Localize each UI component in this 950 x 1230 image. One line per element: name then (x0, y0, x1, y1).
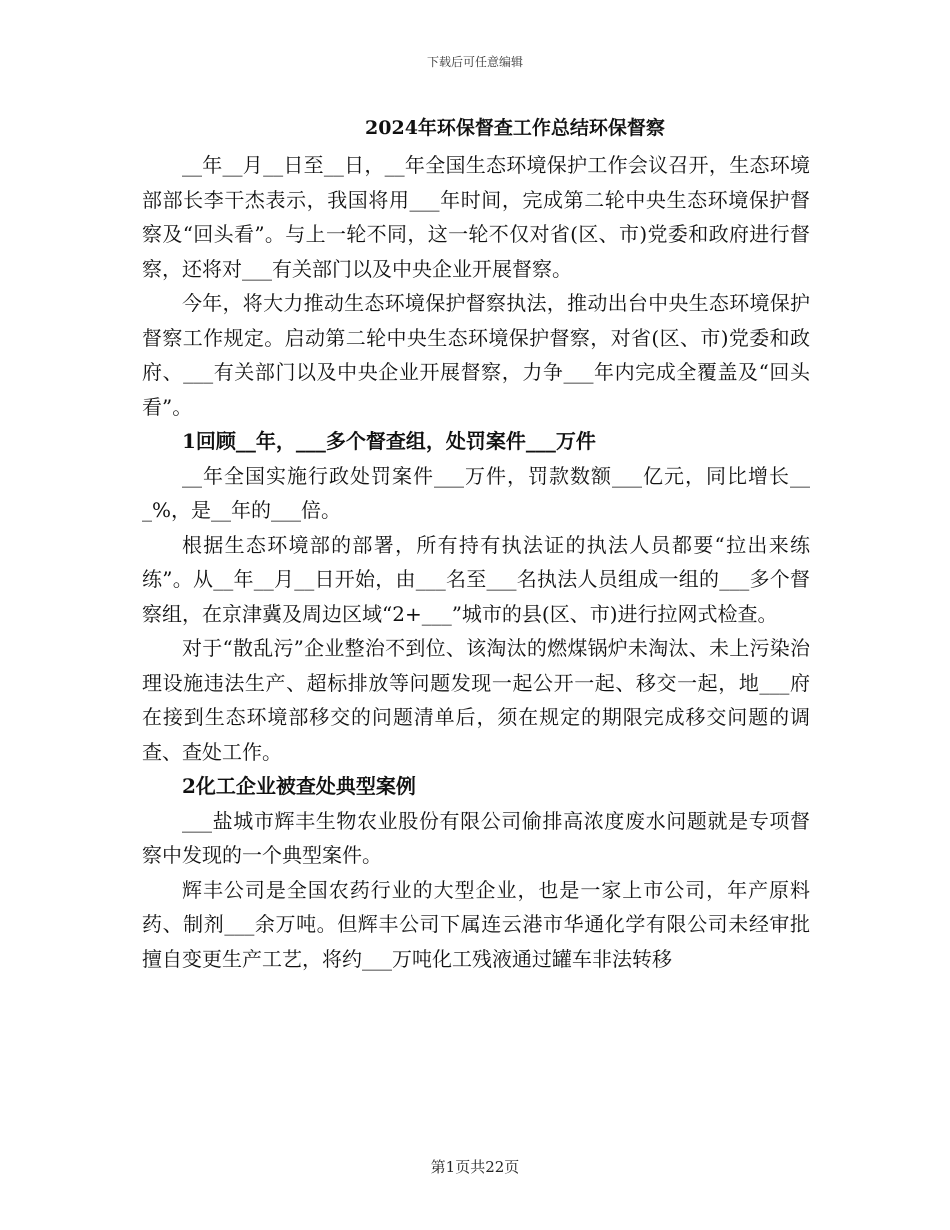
section-heading: 2化工企业被查处典型案例 (182, 774, 416, 798)
page-number: 第1页共22页 (430, 1158, 520, 1176)
page-header-note: 下载后可任意编辑 (426, 55, 523, 69)
section-heading: 1回顾__年，___多个督查组，处罚案件___万件 (182, 429, 596, 453)
paragraph: 根据生态环境部的部署，所有持有执法证的执法人员都要“拉出来练练”。从__年__月__日开始，由___名至___名执法人员组成一组的___多个督察组，在京津冀及周边区域“2+___”城市的县(区、市)进行拉网式检查。 (142, 532, 810, 626)
document-title: 2024年环保督查工作总结环保督察 (365, 117, 665, 139)
paragraph: 辉丰公司是全国农药行业的大型企业，也是一家上市公司，年产原料药、制剂___余万吨。但辉丰公司下属连云港市华通化学有限公司未经审批擅自变更生产工艺，将约___万吨化工残液通过罐车非法转移 (142, 877, 810, 971)
paragraph: ___盐城市辉丰生物农业股份有限公司偷排高浓度废水问题就是专项督察中发现的一个典型案件。 (142, 808, 810, 867)
paragraph: 对于“散乱污”企业整治不到位、该淘汰的燃煤锅炉未淘汰、未上污染治理设施违法生产、超标排放等问题发现一起公开一起、移交一起，地___府在接到生态环境部移交的问题清单后，须在规定的期限完成移交问题的调查、查处工作。 (142, 636, 810, 764)
paragraph: __年__月__日至__日，__年全国生态环境保护工作会议召开，生态环境部部长李干杰表示，我国将用___年时间，完成第二轮中央生态环境保护督察及“回头看”。与上一轮不同，这一轮不仅对省(区、市)党委和政府进行督察，还将对___有关部门以及中央企业开展督察。 (142, 153, 810, 281)
paragraph: 今年，将大力推动生态环境保护督察执法，推动出台中央生态环境保护督察工作规定。启动第二轮中央生态环境保护督察，对省(区、市)党委和政府、___有关部门以及中央企业开展督察，力争___年内完成全覆盖及“回头看”。 (142, 291, 810, 419)
paragraph: __年全国实施行政处罚案件___万件，罚款数额___亿元，同比增长___%，是__年的___倍。 (142, 463, 810, 522)
document-body (142, 148, 810, 976)
